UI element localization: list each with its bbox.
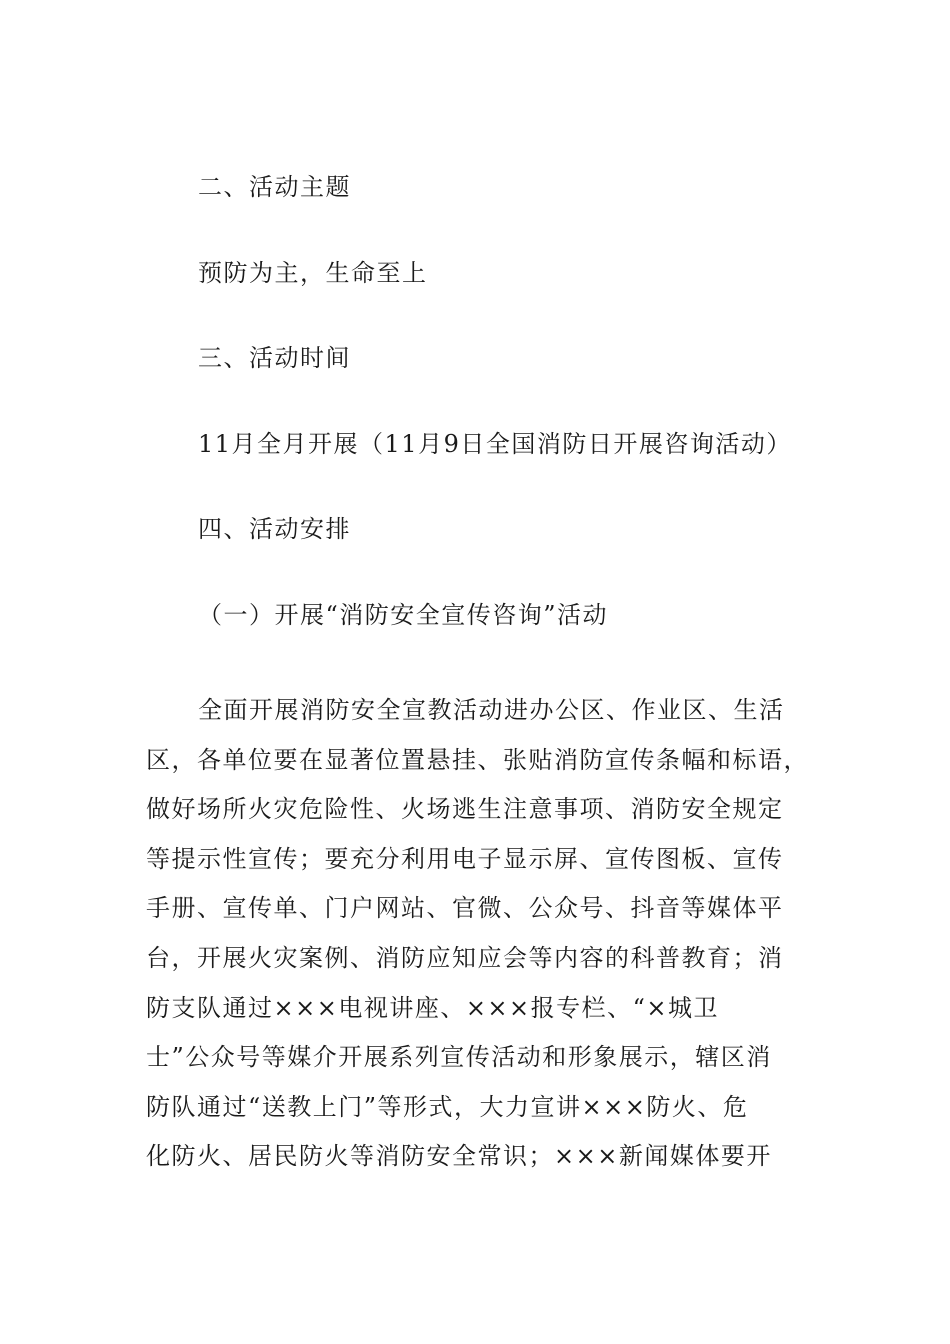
paragraph-line: 化防火、居民防火等消防安全常识；×××新闻媒体要开: [146, 1142, 772, 1171]
paragraph-line: 防支队通过×××电视讲座、×××报专栏、“×城卫: [146, 993, 720, 1022]
paragraph-line: 做好场所火灾危险性、火场逃生注意事项、消防安全规定: [146, 795, 784, 824]
section-heading-time: 三、活动时间: [198, 344, 351, 372]
section-heading-arrangement: 四、活动安排: [198, 515, 351, 543]
time-text: 11月全月开展（11月9日全国消防日开展咨询活动）: [198, 430, 792, 458]
body-paragraph: [146, 686, 809, 1182]
section-heading-theme: 二、活动主题: [198, 173, 351, 201]
paragraph-line: 手册、宣传单、门户网站、官微、公众号、抖音等媒体平: [146, 894, 784, 923]
paragraph-line: 士”公众号等媒介开展系列宣传活动和形象展示，辖区消: [146, 1043, 772, 1072]
theme-text: 预防为主，生命至上: [198, 259, 428, 287]
paragraph-line: 等提示性宣传；要充分利用电子显示屏、宣传图板、宣传: [146, 844, 784, 873]
paragraph-line: 全面开展消防安全宣教活动进办公区、作业区、生活: [198, 696, 785, 724]
subsection-heading-publicity: （一）开展“消防安全宣传咨询”活动: [198, 601, 609, 629]
paragraph-line: 台，开展火灾案例、消防应知应会等内容的科普教育；消: [146, 943, 784, 972]
paragraph-line: 防队通过“送教上门”等形式，大力宣讲×××防火、危: [146, 1092, 749, 1121]
paragraph-line: 区，各单位要在显著位置悬挂、张贴消防宣传条幅和标语，: [146, 745, 809, 774]
